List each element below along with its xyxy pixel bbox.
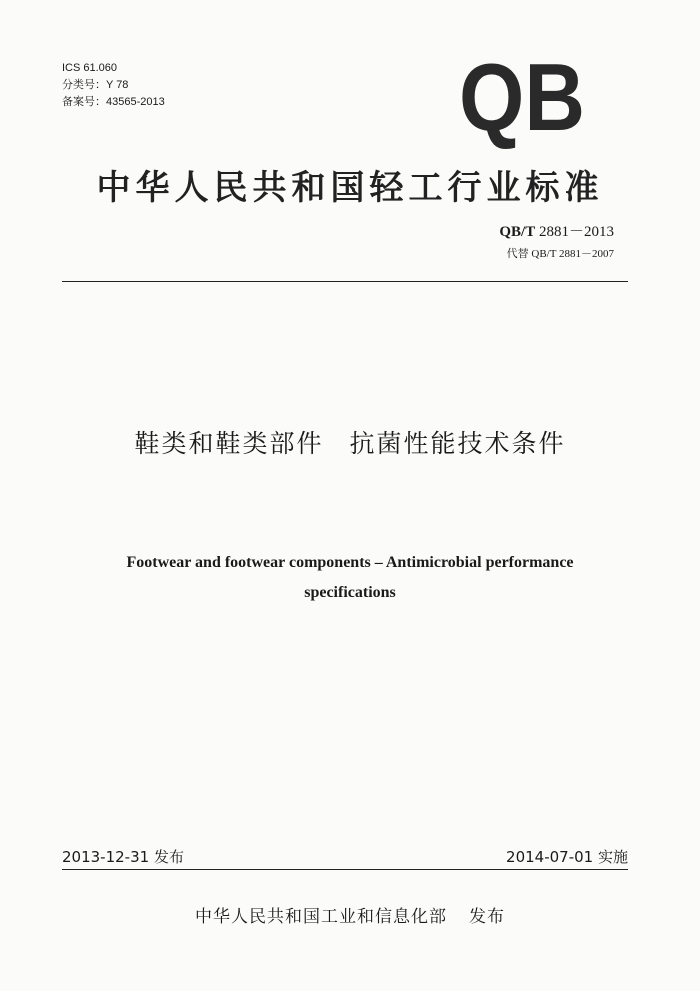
org-standard-title: 中华人民共和国轻工行业标准 bbox=[96, 168, 604, 208]
implementation-date: 2014-07-01 实施 bbox=[506, 848, 628, 866]
chinese-title bbox=[0, 424, 700, 460]
english-title-line2: specifications bbox=[304, 584, 396, 601]
publisher bbox=[0, 902, 700, 927]
standard-code: 2881－2013 bbox=[538, 224, 614, 240]
classification-info bbox=[62, 60, 165, 111]
english-title bbox=[0, 548, 700, 608]
issue-date: 2013-12-31 发布 bbox=[62, 848, 184, 866]
footer-divider bbox=[62, 869, 628, 870]
ics-code: ICS 61.060 bbox=[62, 62, 118, 74]
english-title-line1: Footwear and footwear components – Antimicrobial performance bbox=[126, 554, 574, 571]
replaces-standard: 代替 QB/T 2881－2007 bbox=[506, 248, 614, 260]
standard-prefix: QB/T bbox=[499, 224, 536, 240]
publisher-action: 发布 bbox=[469, 907, 505, 927]
qb-logo-text: QB bbox=[459, 44, 585, 151]
qb-logo bbox=[458, 44, 586, 151]
chinese-title-part1: 鞋类和鞋类部件 bbox=[134, 429, 324, 458]
header-divider bbox=[62, 281, 628, 282]
filing-number: 备案号：43565-2013 bbox=[62, 96, 165, 108]
chinese-title-part2: 抗菌性能技术条件 bbox=[349, 429, 566, 458]
classification-number: 分类号：Y 78 bbox=[62, 79, 129, 91]
standard-number bbox=[499, 220, 614, 241]
publisher-name: 中华人民共和国工业和信息化部 bbox=[195, 907, 447, 927]
